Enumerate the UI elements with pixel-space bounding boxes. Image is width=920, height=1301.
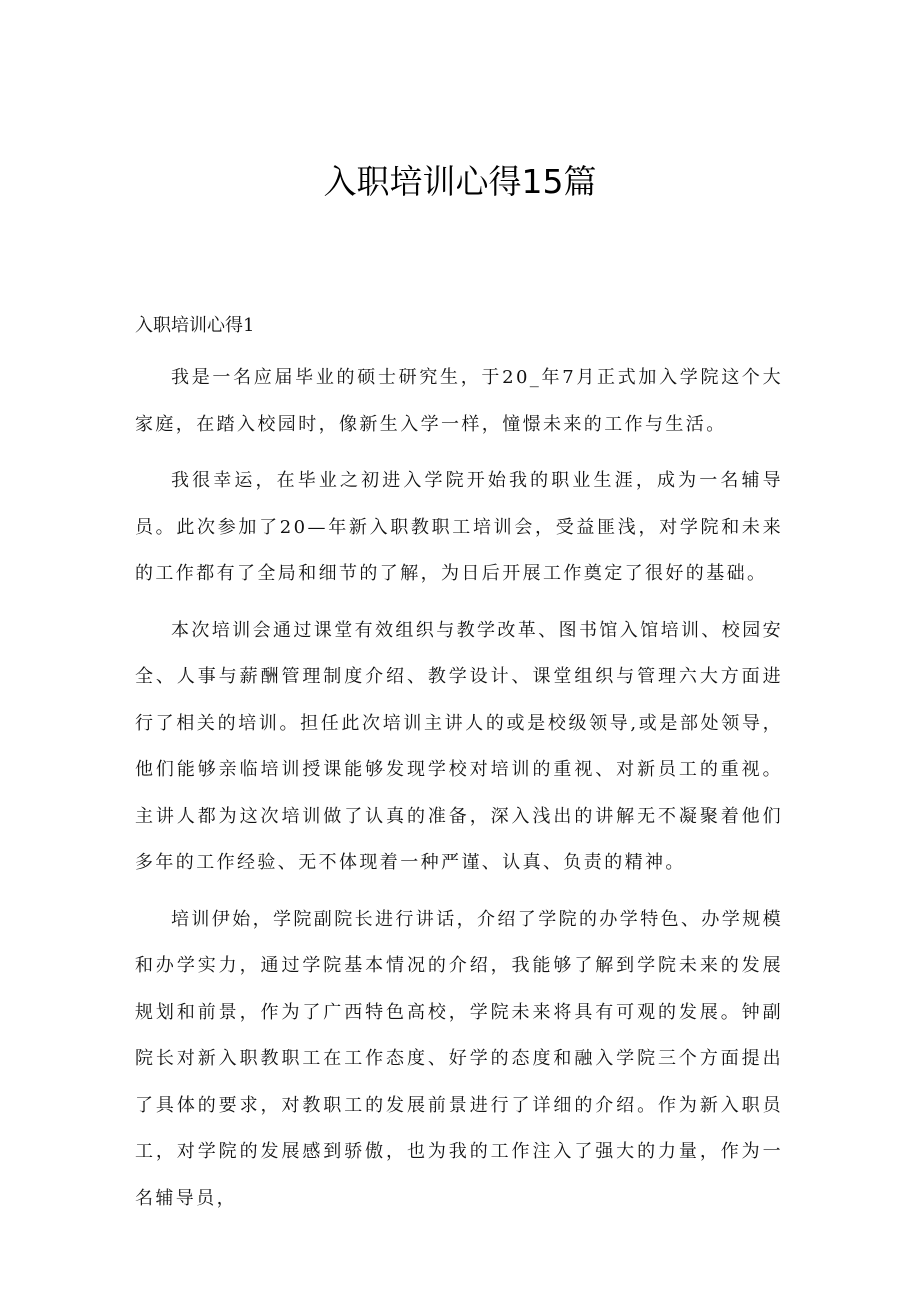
paragraph-1: 我是一名应届毕业的硕士研究生，于20_年7月正式加入学院这个大家庭，在踏入校园时，像新生入学一样，憧憬未来的工作与生活。 bbox=[135, 367, 783, 435]
section-heading: 入职培训心得1 bbox=[135, 315, 255, 336]
paragraph-2: 我很幸运，在毕业之初进入学院开始我的职业生涯，成为一名辅导员。此次参加了20—年新入职教职工培训会，受益匪浅，对学院和未来的工作都有了全局和细节的了解，为日后开展工作奠定了很好的基础。 bbox=[135, 470, 783, 584]
document-title: 入职培训心得15篇 bbox=[323, 162, 597, 201]
paragraph-4: 培训伊始，学院副院长进行讲话，介绍了学院的办学特色、办学规模和办学实力，通过学院基本情况的介绍，我能够了解到学院未来的发展规划和前景，作为了广西特色高校，学院未来将具有可观的发展。钟副院长对新入职教职工在工作态度、好学的态度和融入学院三个方面提出了具体的要求，对教职工的发展前景进行了详细的介绍。作为新入职员工，对学院的发展感到骄傲，也为我的工作注入了强大的力量，作为一名辅导员， bbox=[135, 908, 783, 1209]
paragraph-3: 本次培训会通过课堂有效组织与教学改革、图书馆入馆培训、校园安全、人事与薪酬管理制度介绍、教学设计、课堂组织与管理六大方面进行了相关的培训。担任此次培训主讲人的或是校级领导,或是部处领导，他们能够亲临培训授课能够发现学校对培训的重视、对新员工的重视。主讲人都为这次培训做了认真的准备，深入浅出的讲解无不凝聚着他们多年的工作经验、无不体现着一种严谨、认真、负责的精神。 bbox=[135, 619, 783, 873]
document-body bbox=[135, 355, 783, 1232]
